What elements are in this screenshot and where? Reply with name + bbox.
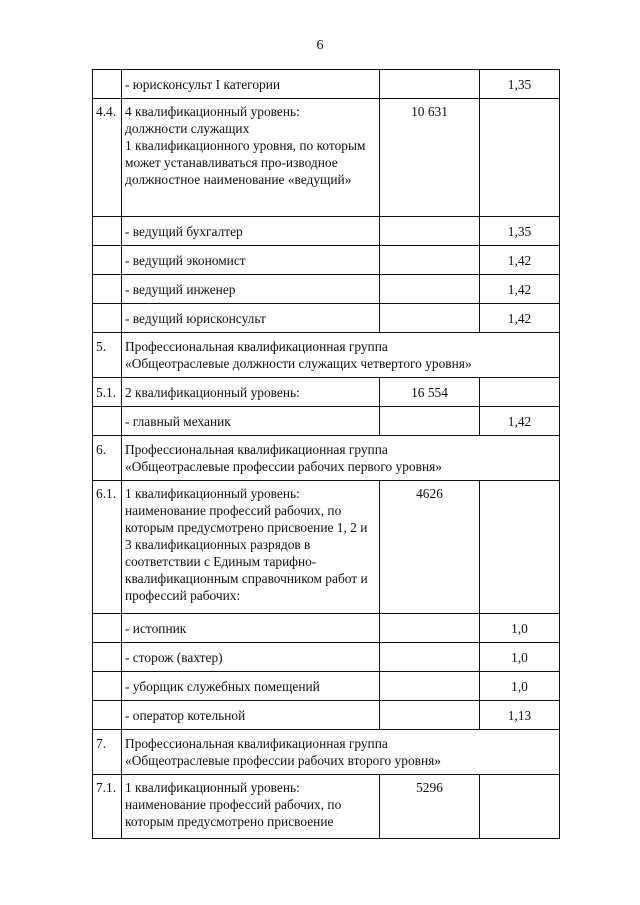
row-description: - истопник [122,614,380,643]
row-number [93,643,122,672]
row-salary [380,275,480,304]
row-number: 6.1. [93,481,122,614]
row-description: - юрисконсульт I категории [122,70,380,99]
table-group-row [93,333,560,378]
row-number [93,614,122,643]
row-number [93,217,122,246]
group-title: Профессиональная квалификационная группа «Общеотраслевые профессии рабочих второго уровня» [122,730,560,775]
qualification-table [92,69,560,839]
row-description: 1 квалификационный уровень: наименование профессий рабочих, по которым предусмотрено присвоение 1, 2 и 3 квалификационных разрядов в соответствии с Единым тарифно-квалификационным справочником работ и профессий рабочих: [122,481,380,614]
row-number: 5.1. [93,378,122,407]
row-number [93,701,122,730]
row-coefficient: 1,42 [480,407,560,436]
table-group-row [93,730,560,775]
row-description: - ведущий бухгалтер [122,217,380,246]
row-description: - уборщик служебных помещений [122,672,380,701]
row-coefficient [480,775,560,839]
row-coefficient [480,99,560,217]
row-description: - ведущий инженер [122,275,380,304]
row-coefficient: 1,0 [480,643,560,672]
row-number: 7. [93,730,122,775]
row-coefficient [480,481,560,614]
row-number: 4.4. [93,99,122,217]
row-salary [380,70,480,99]
row-coefficient: 1,42 [480,304,560,333]
group-title: Профессиональная квалификационная группа «Общеотраслевые профессии рабочих первого уровня» [122,436,560,481]
row-number [93,275,122,304]
row-number: 6. [93,436,122,481]
table-row [93,304,560,333]
row-description: - оператор котельной [122,701,380,730]
row-coefficient: 1,13 [480,701,560,730]
row-salary [380,304,480,333]
table-row [93,246,560,275]
row-salary: 4626 [380,481,480,614]
row-description: - ведущий экономист [122,246,380,275]
row-coefficient: 1,0 [480,672,560,701]
row-salary: 16 554 [380,378,480,407]
row-description: - ведущий юрисконсульт [122,304,380,333]
table-row [93,407,560,436]
table-row [93,70,560,99]
row-salary [380,246,480,275]
group-title: Профессиональная квалификационная группа «Общеотраслевые должности служащих четвертого уровня» [122,333,560,378]
table-row [93,672,560,701]
row-number: 5. [93,333,122,378]
table-row [93,99,560,217]
row-salary [380,217,480,246]
row-salary [380,614,480,643]
row-coefficient: 1,35 [480,70,560,99]
table-row [93,643,560,672]
table-row [93,481,560,614]
table-row [93,701,560,730]
table-row [93,614,560,643]
row-number [93,70,122,99]
row-number [93,407,122,436]
row-number [93,246,122,275]
row-description: 4 квалификационный уровень: должности служащих 1 квалификационного уровня, по которым может устанавливаться про-изводное должностное наименование «ведущий» [122,99,380,217]
row-coefficient: 1,42 [480,246,560,275]
row-coefficient: 1,35 [480,217,560,246]
page-number: 6 [316,38,324,53]
row-salary [380,701,480,730]
row-salary: 5296 [380,775,480,839]
row-salary [380,672,480,701]
row-number: 7.1. [93,775,122,839]
row-description: - главный механик [122,407,380,436]
row-salary [380,643,480,672]
table-row [93,275,560,304]
table-group-row [93,436,560,481]
row-coefficient [480,378,560,407]
row-salary: 10 631 [380,99,480,217]
row-salary [380,407,480,436]
row-coefficient: 1,42 [480,275,560,304]
row-description: - сторож (вахтер) [122,643,380,672]
row-number [93,672,122,701]
row-description: 2 квалификационный уровень: [122,378,380,407]
row-description: 1 квалификационный уровень: наименование профессий рабочих, по которым предусмотрено присвоение [122,775,380,839]
row-number [93,304,122,333]
table-row [93,378,560,407]
table-row [93,217,560,246]
table-row [93,775,560,839]
row-coefficient: 1,0 [480,614,560,643]
